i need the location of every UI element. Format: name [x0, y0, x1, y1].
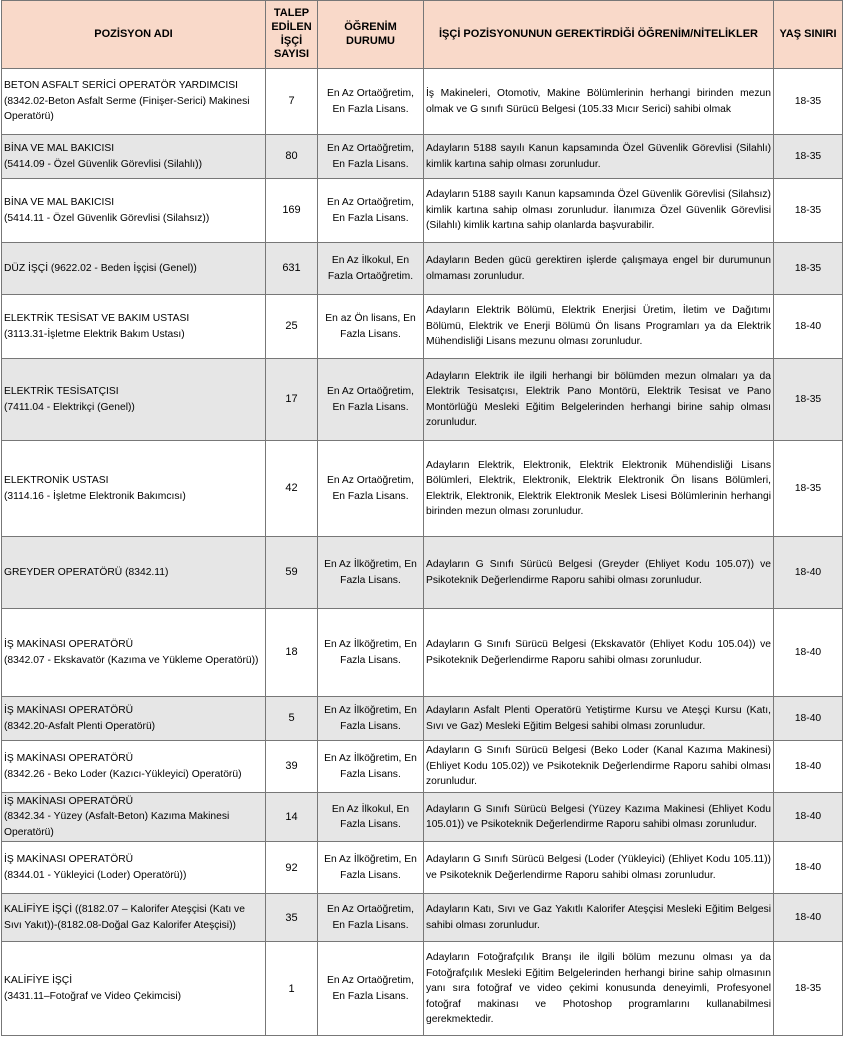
education-status: En Az İlkokul, En Fazla Ortaöğretim.	[318, 243, 424, 295]
table-row	[2, 243, 843, 295]
table-row	[2, 842, 843, 894]
position-title: ELEKTRİK TESİSAT VE BAKIM USTASI	[4, 313, 190, 325]
header-education: ÖĞRENİM DURUMU	[318, 1, 424, 69]
position-code: (8342.20-Asfalt Plenti Operatörü)	[4, 720, 156, 732]
qualifications-text: Adayların Beden gücü gerektiren işlerde çalışmaya engel bir durumunun olmaması zorunludur.	[424, 243, 774, 295]
position-title: İŞ MAKİNASI OPERATÖRÜ	[4, 639, 134, 651]
position-cell	[2, 243, 266, 295]
education-status: En Az Ortaöğretim, En Fazla Lisans.	[318, 69, 424, 135]
education-status: En Az Ortaöğretim, En Fazla Lisans.	[318, 441, 424, 537]
position-title: İŞ MAKİNASI OPERATÖRÜ	[4, 854, 134, 866]
header-qualifications: İŞÇİ POZİSYONUNUN GEREKTİRDİĞİ ÖĞRENİM/NİTELİKLER	[424, 1, 774, 69]
position-code: (5414.09 - Özel Güvenlik Görevlisi (Silahlı))	[4, 158, 202, 170]
position-title: BİNA VE MAL BAKICISI	[4, 143, 115, 155]
table-header	[2, 1, 843, 69]
table-row	[2, 179, 843, 243]
qualifications-text: Adayların 5188 sayılı Kanun kapsamında Özel Güvenlik Görevlisi (Silahsız) kimlik kartına sahip olması zorunludur. İlanımıza Özel Güvenlik Görevlisi (Silahlı) kimlik kartına sahip olanlarda başvurabilir.	[424, 179, 774, 243]
qualifications-text: Adayların G Sınıfı Sürücü Belgesi (Yüzey Kazıma Makinesi (Ehliyet Kodu 105.01)) ve Psikoteknik Değerlendirme Raporu sahibi olması zorunludur.	[424, 793, 774, 842]
header-position: POZİSYON ADI	[2, 1, 266, 69]
position-title: ELEKTRİK TESİSATÇISI	[4, 386, 119, 398]
position-code: (7411.04 - Elektrikçi (Genel))	[4, 401, 135, 413]
requested-count: 14	[266, 793, 318, 842]
header-age-limit: YAŞ SINIRI	[774, 1, 843, 69]
education-status: En Az Ortaöğretim, En Fazla Lisans.	[318, 942, 424, 1036]
position-title: İŞ MAKİNASI OPERATÖRÜ	[4, 753, 134, 765]
table-row	[2, 69, 843, 135]
position-cell	[2, 894, 266, 942]
position-cell	[2, 942, 266, 1036]
age-limit: 18-40	[774, 609, 843, 697]
position-cell	[2, 537, 266, 609]
position-cell	[2, 69, 266, 135]
position-code: (8342.34 - Yüzey (Asfalt-Beton) Kazıma Makinesi Operatörü)	[4, 811, 230, 838]
education-status: En Az Ortaöğretim, En Fazla Lisans.	[318, 359, 424, 441]
age-limit: 18-40	[774, 697, 843, 741]
position-cell	[2, 842, 266, 894]
education-status: En Az İlköğretim, En Fazla Lisans.	[318, 741, 424, 793]
table-row	[2, 135, 843, 179]
qualifications-text: Adayların G Sınıfı Sürücü Belgesi (Loder (Yükleyici) (Ehliyet Kodu 105.11)) ve Psikoteknik Değerlendirme Raporu sahibi olması zorunludur.	[424, 842, 774, 894]
qualifications-text: Adayların G Sınıfı Sürücü Belgesi (Beko Loder (Kanal Kazıma Makinesi) (Ehliyet Kodu 105.02)) ve Psikoteknik Değerlendirme Raporu sahibi olması zorunludur.	[424, 741, 774, 793]
age-limit: 18-35	[774, 359, 843, 441]
education-status: En Az Ortaöğretim, En Fazla Lisans.	[318, 179, 424, 243]
position-code: (5414.11 - Özel Güvenlik Görevlisi (Silahsız))	[4, 212, 210, 224]
table-body	[2, 69, 843, 1036]
requested-count: 39	[266, 741, 318, 793]
requested-count: 7	[266, 69, 318, 135]
qualifications-text: Adayların Elektrik ile ilgili herhangi bir bölümden mezun olmaları ya da Elektrik Tesisatçısı, Elektrik Pano Montörü, Elektrik Tesisat ve Pano Montörlüğü Mesleki Eğitim Belgelerinden herhangi birine sahip olması zorunludur.	[424, 359, 774, 441]
age-limit: 18-35	[774, 243, 843, 295]
position-cell	[2, 135, 266, 179]
header-count: TALEP EDİLEN İŞÇİ SAYISI	[266, 1, 318, 69]
position-cell	[2, 359, 266, 441]
position-code: (8344.01 - Yükleyici (Loder) Operatörü))	[4, 869, 187, 881]
requested-count: 169	[266, 179, 318, 243]
requested-count: 5	[266, 697, 318, 741]
education-status: En Az Ortaöğretim, En Fazla Lisans.	[318, 135, 424, 179]
requested-count: 42	[266, 441, 318, 537]
qualifications-text: Adayların G Sınıfı Sürücü Belgesi (Greyder (Ehliyet Kodu 105.07)) ve Psikoteknik Değerlendirme Raporu sahibi olması zorunludur.	[424, 537, 774, 609]
qualifications-text: Adayların Fotoğrafçılık Branşı ile ilgili bölüm mezunu olması ya da Fotoğrafçılık Mesleki Eğitim Belgelerinden herhangi birine sahip olmasının yanı sıra fotoğraf ve video çekimi konusunda deneyimli, Profesyonel fotoğraf makinası ve Photoshop programlarını kullanabilmesi gerekmektedir.	[424, 942, 774, 1036]
requested-count: 17	[266, 359, 318, 441]
requested-count: 80	[266, 135, 318, 179]
position-title: KALİFİYE İŞÇİ	[4, 975, 73, 987]
qualifications-text: Adayların Elektrik, Elektronik, Elektrik Elektronik Mühendisliği Lisans Bölümleri, Elektrik, Elektronik, Elektrik Elektronik Ön lisans Bölümleri, Elektrik, Elektronik, Elektrik Elektronik Meslek Lisesi Bölümlerinin herhangi birinden mezun olması zorunludur.	[424, 441, 774, 537]
age-limit: 18-40	[774, 842, 843, 894]
job-positions-table	[1, 0, 843, 1036]
age-limit: 18-35	[774, 135, 843, 179]
position-code: (3114.16 - İşletme Elektronik Bakımcısı)	[4, 490, 186, 502]
qualifications-text: Adayların Katı, Sıvı ve Gaz Yakıtlı Kalorifer Ateşçisi Mesleki Eğitim Belgesi sahibi olması zorunludur.	[424, 894, 774, 942]
table-row	[2, 609, 843, 697]
education-status: En Az Ortaöğretim, En Fazla Lisans.	[318, 894, 424, 942]
position-title: GREYDER OPERATÖRÜ (8342.11)	[4, 566, 169, 578]
table-row	[2, 441, 843, 537]
requested-count: 59	[266, 537, 318, 609]
requested-count: 25	[266, 295, 318, 359]
position-title: BİNA VE MAL BAKICISI	[4, 197, 115, 209]
requested-count: 631	[266, 243, 318, 295]
position-cell	[2, 441, 266, 537]
position-cell	[2, 179, 266, 243]
position-cell	[2, 793, 266, 842]
position-title: BETON ASFALT SERİCİ OPERATÖR YARDIMCISI	[4, 80, 239, 92]
position-code: (3431.11–Fotoğraf ve Video Çekimcisi)	[4, 990, 182, 1002]
requested-count: 1	[266, 942, 318, 1036]
qualifications-text: Adayların Elektrik Bölümü, Elektrik Enerjisi Üretim, İletim ve Dağıtımı Bölümü, Elektrik ve Enerji Bölümü Ön lisans Programları ya da Elektrik Mühendisliği Lisans mezunu olması zorunludur.	[424, 295, 774, 359]
position-code: (8342.07 - Ekskavatör (Kazıma ve Yükleme Operatörü))	[4, 654, 259, 666]
position-cell	[2, 697, 266, 741]
requested-count: 18	[266, 609, 318, 697]
education-status: En Az İlköğretim, En Fazla Lisans.	[318, 609, 424, 697]
position-title: İŞ MAKİNASI OPERATÖRÜ	[4, 796, 134, 807]
position-code: (8342.02-Beton Asfalt Serme (Finişer-Serici) Makinesi Operatörü)	[4, 95, 250, 123]
qualifications-text: Adayların 5188 sayılı Kanun kapsamında Özel Güvenlik Görevlisi (Silahlı) kimlik kartına sahip olması zorunludur.	[424, 135, 774, 179]
age-limit: 18-40	[774, 295, 843, 359]
table-row	[2, 295, 843, 359]
age-limit: 18-35	[774, 942, 843, 1036]
requested-count: 92	[266, 842, 318, 894]
position-cell	[2, 741, 266, 793]
qualifications-text: Adayların Asfalt Plenti Operatörü Yetiştirme Kursu ve Ateşçi Kursu (Katı, Sıvı ve Gaz) Mesleki Eğitim Belgesi sahibi olması zorunludur.	[424, 697, 774, 741]
position-code: (3113.31-İşletme Elektrik Bakım Ustası)	[4, 328, 185, 340]
position-code: (8342.26 - Beko Loder (Kazıcı-Yükleyici) Operatörü)	[4, 768, 242, 780]
age-limit: 18-40	[774, 741, 843, 793]
position-title: KALİFİYE İŞÇİ ((8182.07 – Kalorifer Ateşçisi (Katı ve Sıvı Yakıt))-(8182.08-Doğal Gaz Kalorifer Ateşçisi))	[4, 904, 245, 931]
qualifications-text: Adayların G Sınıfı Sürücü Belgesi (Ekskavatör (Ehliyet Kodu 105.04)) ve Psikoteknik Değerlendirme Raporu sahibi olması zorunludur.	[424, 609, 774, 697]
age-limit: 18-40	[774, 537, 843, 609]
position-title: ELEKTRONİK USTASI	[4, 475, 109, 487]
education-status: En Az İlköğretim, En Fazla Lisans.	[318, 537, 424, 609]
qualifications-text: İş Makineleri, Otomotiv, Makine Bölümlerinin herhangi birinden mezun olmak ve G sınıfı Sürücü Belgesi (105.33 Mıcır Serici) sahibi olmak	[424, 69, 774, 135]
education-status: En Az İlkokul, En Fazla Lisans.	[318, 793, 424, 842]
table-row	[2, 894, 843, 942]
education-status: En az Ön lisans, En Fazla Lisans.	[318, 295, 424, 359]
age-limit: 18-40	[774, 793, 843, 842]
table-row	[2, 537, 843, 609]
requested-count: 35	[266, 894, 318, 942]
position-title: İŞ MAKİNASI OPERATÖRÜ	[4, 705, 134, 717]
position-cell	[2, 295, 266, 359]
table-row	[2, 741, 843, 793]
age-limit: 18-35	[774, 69, 843, 135]
position-cell	[2, 609, 266, 697]
table-row	[2, 793, 843, 842]
age-limit: 18-35	[774, 179, 843, 243]
table-row	[2, 359, 843, 441]
table-row	[2, 942, 843, 1036]
education-status: En Az İlköğretim, En Fazla Lisans.	[318, 842, 424, 894]
education-status: En Az İlköğretim, En Fazla Lisans.	[318, 697, 424, 741]
position-title: DÜZ İŞÇİ (9622.02 - Beden İşçisi (Genel))	[4, 262, 197, 274]
table-row	[2, 697, 843, 741]
age-limit: 18-40	[774, 894, 843, 942]
header-row	[2, 1, 843, 69]
age-limit: 18-35	[774, 441, 843, 537]
